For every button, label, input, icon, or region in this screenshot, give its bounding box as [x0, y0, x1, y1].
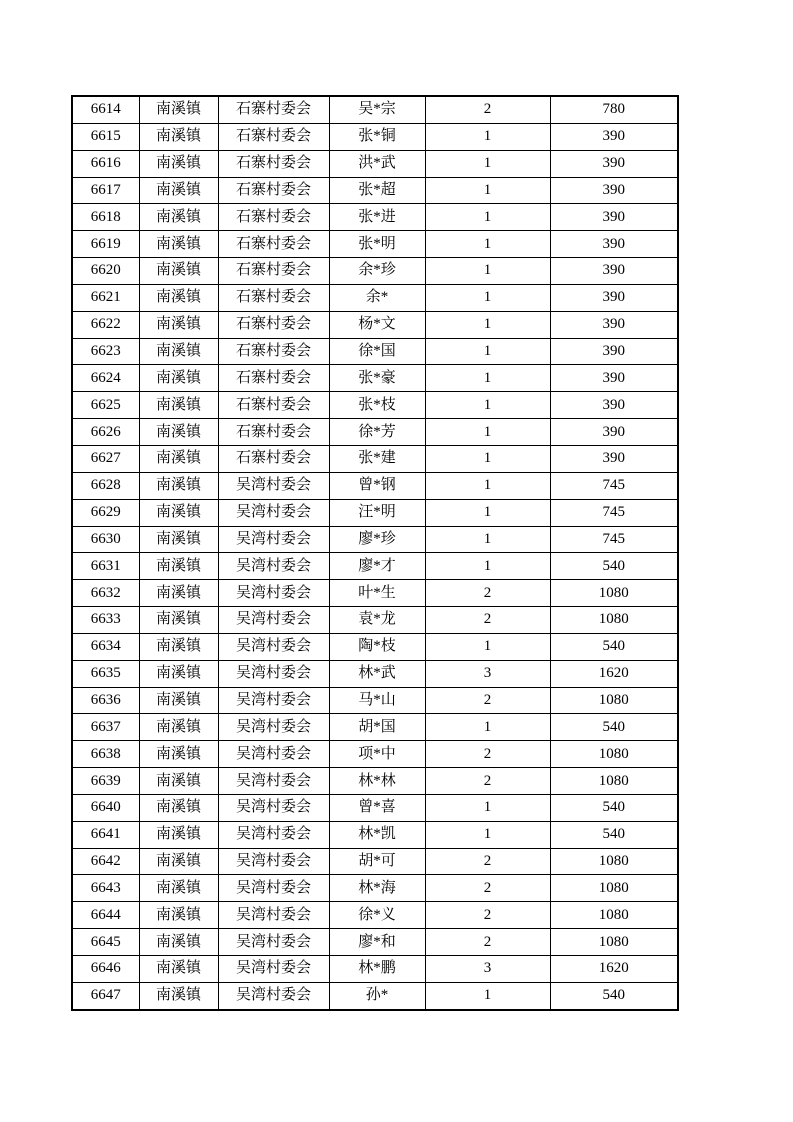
cell-amount: 1080 — [550, 929, 678, 956]
cell-village: 吴湾村委会 — [218, 768, 329, 795]
table-row — [72, 526, 678, 553]
cell-id: 6640 — [72, 794, 139, 821]
cell-town: 南溪镇 — [139, 714, 218, 741]
cell-amount: 390 — [550, 231, 678, 258]
cell-village: 吴湾村委会 — [218, 580, 329, 607]
cell-id: 6641 — [72, 821, 139, 848]
cell-count: 1 — [425, 177, 550, 204]
cell-id: 6631 — [72, 553, 139, 580]
cell-name: 张*枝 — [329, 392, 425, 419]
cell-name: 张*建 — [329, 445, 425, 472]
cell-count: 2 — [425, 768, 550, 795]
cell-count: 2 — [425, 580, 550, 607]
cell-village: 石寨村委会 — [218, 258, 329, 285]
cell-name: 张*进 — [329, 204, 425, 231]
cell-amount: 390 — [550, 177, 678, 204]
table-row — [72, 794, 678, 821]
cell-town: 南溪镇 — [139, 956, 218, 983]
cell-amount: 780 — [550, 96, 678, 123]
table-row — [72, 714, 678, 741]
table-row — [72, 741, 678, 768]
cell-town: 南溪镇 — [139, 338, 218, 365]
cell-count: 1 — [425, 231, 550, 258]
cell-town: 南溪镇 — [139, 177, 218, 204]
cell-count: 1 — [425, 365, 550, 392]
cell-count: 1 — [425, 284, 550, 311]
cell-town: 南溪镇 — [139, 472, 218, 499]
cell-count: 1 — [425, 311, 550, 338]
cell-id: 6619 — [72, 231, 139, 258]
cell-town: 南溪镇 — [139, 660, 218, 687]
cell-name: 陶*枝 — [329, 633, 425, 660]
cell-name: 廖*珍 — [329, 526, 425, 553]
cell-count: 1 — [425, 526, 550, 553]
cell-name: 叶*生 — [329, 580, 425, 607]
cell-count: 2 — [425, 607, 550, 634]
table-row — [72, 204, 678, 231]
cell-count: 1 — [425, 419, 550, 446]
cell-town: 南溪镇 — [139, 741, 218, 768]
cell-id: 6622 — [72, 311, 139, 338]
cell-town: 南溪镇 — [139, 96, 218, 123]
cell-name: 张*明 — [329, 231, 425, 258]
cell-count: 1 — [425, 150, 550, 177]
table-row — [72, 123, 678, 150]
cell-town: 南溪镇 — [139, 526, 218, 553]
cell-town: 南溪镇 — [139, 848, 218, 875]
table-row — [72, 580, 678, 607]
table-row — [72, 633, 678, 660]
cell-village: 吴湾村委会 — [218, 875, 329, 902]
cell-town: 南溪镇 — [139, 982, 218, 1009]
table-row — [72, 956, 678, 983]
cell-id: 6636 — [72, 687, 139, 714]
cell-amount: 1080 — [550, 607, 678, 634]
cell-village: 吴湾村委会 — [218, 848, 329, 875]
cell-name: 袁*龙 — [329, 607, 425, 634]
cell-name: 胡*国 — [329, 714, 425, 741]
cell-village: 吴湾村委会 — [218, 633, 329, 660]
cell-id: 6645 — [72, 929, 139, 956]
table-row — [72, 875, 678, 902]
cell-name: 余*珍 — [329, 258, 425, 285]
cell-id: 6632 — [72, 580, 139, 607]
cell-village: 石寨村委会 — [218, 284, 329, 311]
cell-amount: 1080 — [550, 687, 678, 714]
table-row — [72, 929, 678, 956]
cell-amount: 540 — [550, 633, 678, 660]
cell-amount: 1080 — [550, 848, 678, 875]
cell-name: 林*凯 — [329, 821, 425, 848]
cell-amount: 390 — [550, 392, 678, 419]
cell-town: 南溪镇 — [139, 607, 218, 634]
cell-town: 南溪镇 — [139, 794, 218, 821]
cell-town: 南溪镇 — [139, 150, 218, 177]
cell-amount: 390 — [550, 258, 678, 285]
cell-name: 徐*义 — [329, 902, 425, 929]
cell-count: 1 — [425, 499, 550, 526]
cell-count: 2 — [425, 741, 550, 768]
cell-count: 3 — [425, 956, 550, 983]
table-row — [72, 231, 678, 258]
cell-town: 南溪镇 — [139, 258, 218, 285]
cell-village: 吴湾村委会 — [218, 714, 329, 741]
cell-id: 6639 — [72, 768, 139, 795]
cell-count: 2 — [425, 687, 550, 714]
cell-id: 6621 — [72, 284, 139, 311]
cell-town: 南溪镇 — [139, 419, 218, 446]
cell-town: 南溪镇 — [139, 821, 218, 848]
cell-amount: 540 — [550, 553, 678, 580]
table-row — [72, 311, 678, 338]
cell-count: 2 — [425, 902, 550, 929]
cell-id: 6646 — [72, 956, 139, 983]
cell-amount: 1080 — [550, 768, 678, 795]
cell-amount: 390 — [550, 284, 678, 311]
cell-town: 南溪镇 — [139, 445, 218, 472]
cell-id: 6624 — [72, 365, 139, 392]
cell-town: 南溪镇 — [139, 633, 218, 660]
cell-name: 林*海 — [329, 875, 425, 902]
cell-village: 石寨村委会 — [218, 365, 329, 392]
cell-amount: 745 — [550, 499, 678, 526]
cell-count: 1 — [425, 794, 550, 821]
cell-count: 2 — [425, 848, 550, 875]
cell-town: 南溪镇 — [139, 687, 218, 714]
cell-id: 6628 — [72, 472, 139, 499]
cell-count: 1 — [425, 123, 550, 150]
cell-amount: 540 — [550, 794, 678, 821]
cell-id: 6635 — [72, 660, 139, 687]
table-row — [72, 150, 678, 177]
cell-count: 1 — [425, 204, 550, 231]
cell-town: 南溪镇 — [139, 123, 218, 150]
table-row — [72, 607, 678, 634]
cell-name: 胡*可 — [329, 848, 425, 875]
cell-amount: 1080 — [550, 902, 678, 929]
cell-count: 1 — [425, 714, 550, 741]
table-row — [72, 445, 678, 472]
cell-village: 石寨村委会 — [218, 231, 329, 258]
cell-id: 6614 — [72, 96, 139, 123]
cell-village: 吴湾村委会 — [218, 956, 329, 983]
cell-count: 1 — [425, 258, 550, 285]
cell-id: 6643 — [72, 875, 139, 902]
cell-town: 南溪镇 — [139, 204, 218, 231]
cell-name: 杨*文 — [329, 311, 425, 338]
cell-id: 6620 — [72, 258, 139, 285]
cell-count: 2 — [425, 96, 550, 123]
cell-town: 南溪镇 — [139, 875, 218, 902]
table-row — [72, 982, 678, 1009]
cell-amount: 390 — [550, 365, 678, 392]
cell-count: 2 — [425, 875, 550, 902]
cell-amount: 1080 — [550, 741, 678, 768]
cell-village: 吴湾村委会 — [218, 982, 329, 1009]
cell-village: 石寨村委会 — [218, 150, 329, 177]
cell-amount: 540 — [550, 982, 678, 1009]
table-row — [72, 660, 678, 687]
cell-town: 南溪镇 — [139, 365, 218, 392]
cell-village: 石寨村委会 — [218, 392, 329, 419]
cell-village: 石寨村委会 — [218, 177, 329, 204]
cell-count: 1 — [425, 472, 550, 499]
cell-count: 2 — [425, 929, 550, 956]
cell-town: 南溪镇 — [139, 929, 218, 956]
cell-count: 1 — [425, 445, 550, 472]
table-row — [72, 768, 678, 795]
table-row — [72, 902, 678, 929]
cell-amount: 390 — [550, 123, 678, 150]
cell-town: 南溪镇 — [139, 311, 218, 338]
cell-name: 徐*国 — [329, 338, 425, 365]
cell-id: 6623 — [72, 338, 139, 365]
cell-id: 6634 — [72, 633, 139, 660]
cell-name: 马*山 — [329, 687, 425, 714]
cell-name: 孙* — [329, 982, 425, 1009]
table-row — [72, 338, 678, 365]
cell-village: 吴湾村委会 — [218, 687, 329, 714]
cell-count: 1 — [425, 338, 550, 365]
cell-village: 石寨村委会 — [218, 419, 329, 446]
cell-village: 石寨村委会 — [218, 204, 329, 231]
cell-town: 南溪镇 — [139, 768, 218, 795]
cell-name: 张*超 — [329, 177, 425, 204]
cell-count: 3 — [425, 660, 550, 687]
cell-village: 吴湾村委会 — [218, 821, 329, 848]
cell-amount: 390 — [550, 150, 678, 177]
cell-name: 张*铜 — [329, 123, 425, 150]
cell-name: 曾*喜 — [329, 794, 425, 821]
cell-village: 吴湾村委会 — [218, 902, 329, 929]
cell-count: 1 — [425, 982, 550, 1009]
cell-amount: 540 — [550, 821, 678, 848]
cell-amount: 390 — [550, 445, 678, 472]
cell-amount: 390 — [550, 204, 678, 231]
cell-name: 项*中 — [329, 741, 425, 768]
table-row — [72, 177, 678, 204]
cell-village: 石寨村委会 — [218, 96, 329, 123]
payment-table — [71, 95, 679, 1011]
cell-village: 吴湾村委会 — [218, 741, 329, 768]
cell-name: 曾*钢 — [329, 472, 425, 499]
table-row — [72, 687, 678, 714]
cell-count: 1 — [425, 553, 550, 580]
cell-id: 6647 — [72, 982, 139, 1009]
table-row — [72, 848, 678, 875]
cell-id: 6617 — [72, 177, 139, 204]
cell-id: 6615 — [72, 123, 139, 150]
cell-name: 林*林 — [329, 768, 425, 795]
cell-town: 南溪镇 — [139, 580, 218, 607]
cell-amount: 745 — [550, 526, 678, 553]
cell-amount: 390 — [550, 419, 678, 446]
cell-village: 吴湾村委会 — [218, 553, 329, 580]
cell-id: 6633 — [72, 607, 139, 634]
cell-name: 林*鹏 — [329, 956, 425, 983]
cell-village: 吴湾村委会 — [218, 929, 329, 956]
cell-count: 1 — [425, 821, 550, 848]
cell-amount: 390 — [550, 311, 678, 338]
cell-amount: 540 — [550, 714, 678, 741]
cell-count: 1 — [425, 392, 550, 419]
cell-village: 吴湾村委会 — [218, 794, 329, 821]
cell-name: 吴*宗 — [329, 96, 425, 123]
table-row — [72, 472, 678, 499]
cell-village: 石寨村委会 — [218, 445, 329, 472]
cell-town: 南溪镇 — [139, 284, 218, 311]
table-row — [72, 499, 678, 526]
cell-town: 南溪镇 — [139, 499, 218, 526]
cell-village: 吴湾村委会 — [218, 660, 329, 687]
cell-amount: 1620 — [550, 660, 678, 687]
cell-id: 6644 — [72, 902, 139, 929]
cell-village: 吴湾村委会 — [218, 526, 329, 553]
cell-amount: 390 — [550, 338, 678, 365]
cell-name: 洪*武 — [329, 150, 425, 177]
cell-id: 6637 — [72, 714, 139, 741]
cell-village: 石寨村委会 — [218, 311, 329, 338]
cell-village: 吴湾村委会 — [218, 499, 329, 526]
cell-amount: 745 — [550, 472, 678, 499]
cell-name: 汪*明 — [329, 499, 425, 526]
cell-id: 6630 — [72, 526, 139, 553]
cell-amount: 1080 — [550, 580, 678, 607]
cell-name: 张*豪 — [329, 365, 425, 392]
cell-name: 余* — [329, 284, 425, 311]
cell-id: 6629 — [72, 499, 139, 526]
cell-id: 6618 — [72, 204, 139, 231]
cell-village: 吴湾村委会 — [218, 607, 329, 634]
table-row — [72, 284, 678, 311]
cell-village: 石寨村委会 — [218, 338, 329, 365]
cell-amount: 1080 — [550, 875, 678, 902]
cell-name: 徐*芳 — [329, 419, 425, 446]
cell-amount: 1620 — [550, 956, 678, 983]
cell-town: 南溪镇 — [139, 231, 218, 258]
cell-name: 廖*才 — [329, 553, 425, 580]
cell-name: 林*武 — [329, 660, 425, 687]
table-row — [72, 258, 678, 285]
cell-village: 石寨村委会 — [218, 123, 329, 150]
cell-town: 南溪镇 — [139, 553, 218, 580]
table-row — [72, 553, 678, 580]
cell-village: 吴湾村委会 — [218, 472, 329, 499]
cell-id: 6616 — [72, 150, 139, 177]
table-row — [72, 392, 678, 419]
cell-id: 6642 — [72, 848, 139, 875]
cell-id: 6638 — [72, 741, 139, 768]
table-row — [72, 419, 678, 446]
table-row — [72, 821, 678, 848]
cell-id: 6626 — [72, 419, 139, 446]
cell-id: 6625 — [72, 392, 139, 419]
payment-table-body — [72, 96, 678, 1010]
cell-id: 6627 — [72, 445, 139, 472]
table-row — [72, 365, 678, 392]
cell-town: 南溪镇 — [139, 902, 218, 929]
cell-name: 廖*和 — [329, 929, 425, 956]
table-row — [72, 96, 678, 123]
cell-count: 1 — [425, 633, 550, 660]
cell-town: 南溪镇 — [139, 392, 218, 419]
